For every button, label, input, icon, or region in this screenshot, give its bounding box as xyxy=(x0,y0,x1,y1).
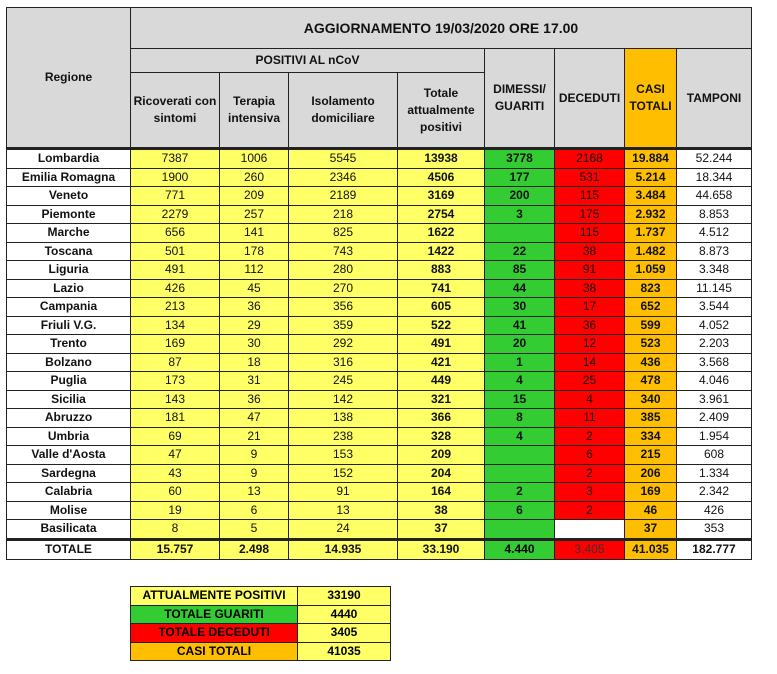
terapia-cell: 29 xyxy=(220,316,289,335)
deceduti-cell: 38 xyxy=(555,279,625,298)
region-name: Emilia Romagna xyxy=(7,168,131,187)
region-name: Sardegna xyxy=(7,464,131,483)
table-row xyxy=(7,372,752,391)
region-name: Umbria xyxy=(7,427,131,446)
region-name: Basilicata xyxy=(7,520,131,540)
deceduti-cell: 91 xyxy=(555,261,625,280)
deceduti-cell: 25 xyxy=(555,372,625,391)
ricoverati-cell: 47 xyxy=(131,446,220,465)
deceduti-cell: 2168 xyxy=(555,149,625,169)
dimessi-cell: 4 xyxy=(485,372,555,391)
casi-totali-cell: 169 xyxy=(625,483,677,502)
ricoverati-cell: 134 xyxy=(131,316,220,335)
dimessi-cell: 6 xyxy=(485,501,555,520)
header-positivi-group: POSITIVI AL nCoV xyxy=(131,49,485,73)
table-row xyxy=(7,446,752,465)
region-name: Veneto xyxy=(7,187,131,206)
tamponi-cell: 2.342 xyxy=(677,483,752,502)
terapia-cell: 9 xyxy=(220,446,289,465)
terapia-cell: 13 xyxy=(220,483,289,502)
tamponi-cell: 1.334 xyxy=(677,464,752,483)
totale-positivi-cell: 4506 xyxy=(398,168,485,187)
dimessi-cell xyxy=(485,520,555,540)
deceduti-cell: 17 xyxy=(555,298,625,317)
deceduti-cell: 175 xyxy=(555,205,625,224)
tamponi-cell: 18.344 xyxy=(677,168,752,187)
casi-totali-cell: 46 xyxy=(625,501,677,520)
ricoverati-cell: 1900 xyxy=(131,168,220,187)
totals-label: TOTALE xyxy=(7,539,131,559)
table-row xyxy=(7,279,752,298)
deceduti-cell: 531 xyxy=(555,168,625,187)
summary-row xyxy=(131,587,391,606)
casi-totali-cell: 215 xyxy=(625,446,677,465)
ricoverati-cell: 43 xyxy=(131,464,220,483)
totale-positivi-cell: 13938 xyxy=(398,149,485,169)
terapia-cell: 5 xyxy=(220,520,289,540)
totals-row xyxy=(7,539,752,559)
dimessi-cell xyxy=(485,224,555,243)
totals-deceduti: 3.405 xyxy=(555,539,625,559)
summary-label: ATTUALMENTE POSITIVI xyxy=(131,587,298,606)
isolamento-cell: 270 xyxy=(289,279,398,298)
totals-ricoverati: 15.757 xyxy=(131,539,220,559)
totale-positivi-cell: 328 xyxy=(398,427,485,446)
covid-table-container xyxy=(6,7,752,560)
dimessi-cell: 3 xyxy=(485,205,555,224)
ricoverati-cell: 143 xyxy=(131,390,220,409)
region-name: Campania xyxy=(7,298,131,317)
table-row xyxy=(7,501,752,520)
table-row xyxy=(7,427,752,446)
ricoverati-cell: 213 xyxy=(131,298,220,317)
tamponi-cell: 8.853 xyxy=(677,205,752,224)
terapia-cell: 260 xyxy=(220,168,289,187)
isolamento-cell: 825 xyxy=(289,224,398,243)
table-row xyxy=(7,390,752,409)
isolamento-cell: 142 xyxy=(289,390,398,409)
region-name: Lombardia xyxy=(7,149,131,169)
totale-positivi-cell: 741 xyxy=(398,279,485,298)
table-row xyxy=(7,483,752,502)
region-name: Friuli V.G. xyxy=(7,316,131,335)
terapia-cell: 141 xyxy=(220,224,289,243)
dimessi-cell: 44 xyxy=(485,279,555,298)
isolamento-cell: 356 xyxy=(289,298,398,317)
deceduti-cell: 12 xyxy=(555,335,625,354)
ricoverati-cell: 69 xyxy=(131,427,220,446)
totale-positivi-cell: 1422 xyxy=(398,242,485,261)
tamponi-cell: 8.873 xyxy=(677,242,752,261)
ricoverati-cell: 19 xyxy=(131,501,220,520)
deceduti-cell: 2 xyxy=(555,427,625,446)
totals-tamponi: 182.777 xyxy=(677,539,752,559)
deceduti-cell: 3 xyxy=(555,483,625,502)
totals-terapia: 2.498 xyxy=(220,539,289,559)
casi-totali-cell: 385 xyxy=(625,409,677,428)
terapia-cell: 1006 xyxy=(220,149,289,169)
header-terapia: Terapia intensiva xyxy=(220,73,289,149)
dimessi-cell: 200 xyxy=(485,187,555,206)
totale-positivi-cell: 522 xyxy=(398,316,485,335)
casi-totali-cell: 2.932 xyxy=(625,205,677,224)
summary-value: 41035 xyxy=(298,642,391,661)
casi-totali-cell: 19.884 xyxy=(625,149,677,169)
dimessi-cell: 1 xyxy=(485,353,555,372)
casi-totali-cell: 599 xyxy=(625,316,677,335)
tamponi-cell: 2.409 xyxy=(677,409,752,428)
casi-totali-cell: 478 xyxy=(625,372,677,391)
totale-positivi-cell: 321 xyxy=(398,390,485,409)
deceduti-cell: 14 xyxy=(555,353,625,372)
region-name: Valle d'Aosta xyxy=(7,446,131,465)
isolamento-cell: 316 xyxy=(289,353,398,372)
isolamento-cell: 152 xyxy=(289,464,398,483)
tamponi-cell: 4.052 xyxy=(677,316,752,335)
isolamento-cell: 5545 xyxy=(289,149,398,169)
casi-totali-cell: 334 xyxy=(625,427,677,446)
dimessi-cell: 41 xyxy=(485,316,555,335)
tamponi-cell: 3.568 xyxy=(677,353,752,372)
tamponi-cell: 1.954 xyxy=(677,427,752,446)
dimessi-cell: 85 xyxy=(485,261,555,280)
casi-totali-cell: 436 xyxy=(625,353,677,372)
deceduti-cell: 2 xyxy=(555,464,625,483)
isolamento-cell: 238 xyxy=(289,427,398,446)
summary-row xyxy=(131,624,391,643)
tamponi-cell: 353 xyxy=(677,520,752,540)
isolamento-cell: 218 xyxy=(289,205,398,224)
tamponi-cell: 4.512 xyxy=(677,224,752,243)
casi-totali-cell: 1.482 xyxy=(625,242,677,261)
terapia-cell: 6 xyxy=(220,501,289,520)
terapia-cell: 18 xyxy=(220,353,289,372)
table-row xyxy=(7,224,752,243)
header-deceduti: DECEDUTI xyxy=(555,49,625,149)
casi-totali-cell: 523 xyxy=(625,335,677,354)
dimessi-cell: 8 xyxy=(485,409,555,428)
summary-row xyxy=(131,642,391,661)
header-ricoverati: Ricoverati con sintomi xyxy=(131,73,220,149)
region-name: Lazio xyxy=(7,279,131,298)
totals-dimessi: 4.440 xyxy=(485,539,555,559)
summary-label: TOTALE DECEDUTI xyxy=(131,624,298,643)
totale-positivi-cell: 1622 xyxy=(398,224,485,243)
table-row xyxy=(7,242,752,261)
ricoverati-cell: 426 xyxy=(131,279,220,298)
header-totale-positivi: Totale attualmente positivi xyxy=(398,73,485,149)
deceduti-cell: 38 xyxy=(555,242,625,261)
casi-totali-cell: 5.214 xyxy=(625,168,677,187)
totale-positivi-cell: 204 xyxy=(398,464,485,483)
tamponi-cell: 3.348 xyxy=(677,261,752,280)
table-row xyxy=(7,335,752,354)
casi-totali-cell: 340 xyxy=(625,390,677,409)
region-name: Piemonte xyxy=(7,205,131,224)
summary-value: 4440 xyxy=(298,605,391,624)
dimessi-cell xyxy=(485,446,555,465)
tamponi-cell: 3.544 xyxy=(677,298,752,317)
totale-positivi-cell: 449 xyxy=(398,372,485,391)
table-row xyxy=(7,464,752,483)
dimessi-cell: 30 xyxy=(485,298,555,317)
summary-value: 33190 xyxy=(298,587,391,606)
region-name: Molise xyxy=(7,501,131,520)
casi-totali-cell: 823 xyxy=(625,279,677,298)
summary-label: TOTALE GUARITI xyxy=(131,605,298,624)
totale-positivi-cell: 209 xyxy=(398,446,485,465)
dimessi-cell: 2 xyxy=(485,483,555,502)
terapia-cell: 9 xyxy=(220,464,289,483)
totale-positivi-cell: 2754 xyxy=(398,205,485,224)
deceduti-cell: 36 xyxy=(555,316,625,335)
totals-positivi: 33.190 xyxy=(398,539,485,559)
header-update-title: AGGIORNAMENTO 19/03/2020 ORE 17.00 xyxy=(131,8,752,49)
table-row xyxy=(7,187,752,206)
region-name: Bolzano xyxy=(7,353,131,372)
table-row xyxy=(7,261,752,280)
terapia-cell: 31 xyxy=(220,372,289,391)
header-casi-totali: CASI TOTALI xyxy=(625,49,677,149)
terapia-cell: 21 xyxy=(220,427,289,446)
ricoverati-cell: 491 xyxy=(131,261,220,280)
header-dimessi: DIMESSI/ GUARITI xyxy=(485,49,555,149)
tamponi-cell: 3.961 xyxy=(677,390,752,409)
region-name: Abruzzo xyxy=(7,409,131,428)
casi-totali-cell: 1.737 xyxy=(625,224,677,243)
isolamento-cell: 245 xyxy=(289,372,398,391)
ricoverati-cell: 181 xyxy=(131,409,220,428)
regional-data-table xyxy=(6,7,752,560)
isolamento-cell: 359 xyxy=(289,316,398,335)
isolamento-cell: 24 xyxy=(289,520,398,540)
tamponi-cell: 52.244 xyxy=(677,149,752,169)
tamponi-cell: 4.046 xyxy=(677,372,752,391)
casi-totali-cell: 1.059 xyxy=(625,261,677,280)
table-row xyxy=(7,149,752,169)
table-row xyxy=(7,316,752,335)
terapia-cell: 47 xyxy=(220,409,289,428)
summary-row xyxy=(131,605,391,624)
region-name: Trento xyxy=(7,335,131,354)
terapia-cell: 36 xyxy=(220,390,289,409)
dimessi-cell: 22 xyxy=(485,242,555,261)
casi-totali-cell: 3.484 xyxy=(625,187,677,206)
ricoverati-cell: 173 xyxy=(131,372,220,391)
ricoverati-cell: 771 xyxy=(131,187,220,206)
tamponi-cell: 426 xyxy=(677,501,752,520)
ricoverati-cell: 7387 xyxy=(131,149,220,169)
ricoverati-cell: 60 xyxy=(131,483,220,502)
terapia-cell: 257 xyxy=(220,205,289,224)
tamponi-cell: 11.145 xyxy=(677,279,752,298)
tamponi-cell: 44.658 xyxy=(677,187,752,206)
terapia-cell: 178 xyxy=(220,242,289,261)
summary-value: 3405 xyxy=(298,624,391,643)
totale-positivi-cell: 883 xyxy=(398,261,485,280)
terapia-cell: 209 xyxy=(220,187,289,206)
ricoverati-cell: 656 xyxy=(131,224,220,243)
header-tamponi: TAMPONI xyxy=(677,49,752,149)
table-row xyxy=(7,168,752,187)
casi-totali-cell: 37 xyxy=(625,520,677,540)
isolamento-cell: 153 xyxy=(289,446,398,465)
terapia-cell: 45 xyxy=(220,279,289,298)
isolamento-cell: 138 xyxy=(289,409,398,428)
totale-positivi-cell: 164 xyxy=(398,483,485,502)
isolamento-cell: 13 xyxy=(289,501,398,520)
table-row xyxy=(7,298,752,317)
region-name: Calabria xyxy=(7,483,131,502)
totale-positivi-cell: 605 xyxy=(398,298,485,317)
tamponi-cell: 608 xyxy=(677,446,752,465)
terapia-cell: 36 xyxy=(220,298,289,317)
header-regione: Regione xyxy=(7,8,131,149)
deceduti-cell: 2 xyxy=(555,501,625,520)
table-row xyxy=(7,409,752,428)
terapia-cell: 30 xyxy=(220,335,289,354)
isolamento-cell: 2346 xyxy=(289,168,398,187)
summary-table xyxy=(130,586,391,661)
isolamento-cell: 280 xyxy=(289,261,398,280)
region-name: Sicilia xyxy=(7,390,131,409)
totale-positivi-cell: 38 xyxy=(398,501,485,520)
totale-positivi-cell: 491 xyxy=(398,335,485,354)
isolamento-cell: 91 xyxy=(289,483,398,502)
table-row xyxy=(7,353,752,372)
region-name: Puglia xyxy=(7,372,131,391)
deceduti-cell: 115 xyxy=(555,187,625,206)
ricoverati-cell: 87 xyxy=(131,353,220,372)
deceduti-cell: 6 xyxy=(555,446,625,465)
dimessi-cell: 177 xyxy=(485,168,555,187)
region-name: Liguria xyxy=(7,261,131,280)
table-body xyxy=(7,149,752,540)
isolamento-cell: 2189 xyxy=(289,187,398,206)
dimessi-cell: 20 xyxy=(485,335,555,354)
header-isolamento: Isolamento domiciliare xyxy=(289,73,398,149)
tamponi-cell: 2.203 xyxy=(677,335,752,354)
totals-casi: 41.035 xyxy=(625,539,677,559)
deceduti-cell xyxy=(555,520,625,540)
ricoverati-cell: 8 xyxy=(131,520,220,540)
table-row xyxy=(7,205,752,224)
isolamento-cell: 743 xyxy=(289,242,398,261)
ricoverati-cell: 501 xyxy=(131,242,220,261)
totale-positivi-cell: 421 xyxy=(398,353,485,372)
casi-totali-cell: 652 xyxy=(625,298,677,317)
region-name: Toscana xyxy=(7,242,131,261)
dimessi-cell: 3778 xyxy=(485,149,555,169)
summary-label: CASI TOTALI xyxy=(131,642,298,661)
region-name: Marche xyxy=(7,224,131,243)
isolamento-cell: 292 xyxy=(289,335,398,354)
totale-positivi-cell: 366 xyxy=(398,409,485,428)
ricoverati-cell: 169 xyxy=(131,335,220,354)
dimessi-cell: 4 xyxy=(485,427,555,446)
casi-totali-cell: 206 xyxy=(625,464,677,483)
dimessi-cell xyxy=(485,464,555,483)
terapia-cell: 112 xyxy=(220,261,289,280)
totale-positivi-cell: 3169 xyxy=(398,187,485,206)
table-row xyxy=(7,520,752,540)
ricoverati-cell: 2279 xyxy=(131,205,220,224)
deceduti-cell: 4 xyxy=(555,390,625,409)
deceduti-cell: 11 xyxy=(555,409,625,428)
totale-positivi-cell: 37 xyxy=(398,520,485,540)
dimessi-cell: 15 xyxy=(485,390,555,409)
deceduti-cell: 115 xyxy=(555,224,625,243)
totals-isolamento: 14.935 xyxy=(289,539,398,559)
